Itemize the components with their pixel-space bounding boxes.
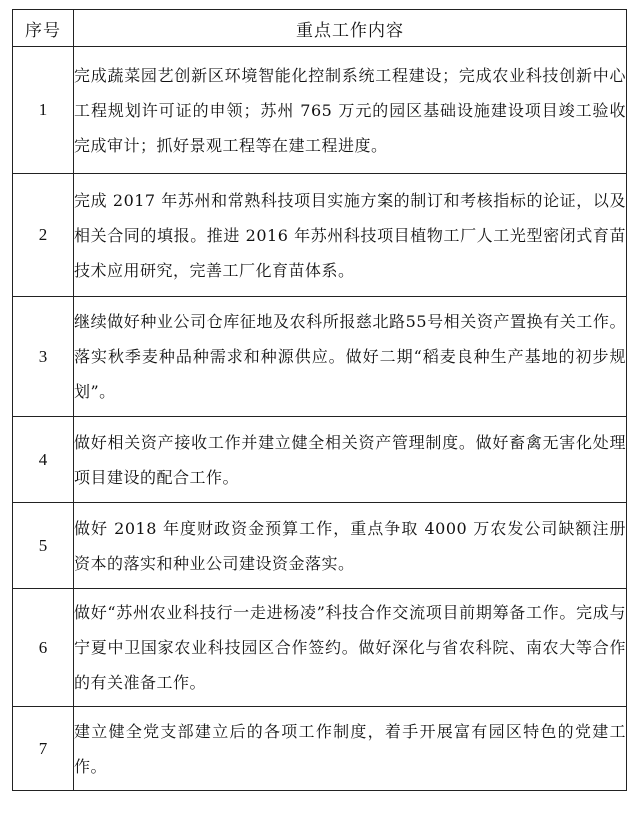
row-index: 5 (13, 503, 74, 589)
row-content: 做好 2018 年度财政资金预算工作，重点争取 4000 万农发公司缺额注册资本的落实和种业公司建设资金落实。 (74, 503, 627, 589)
table-row (13, 297, 627, 417)
row-content: 做好相关资产接收工作并建立健全相关资产管理制度。做好畜禽无害化处理项目建设的配合工作。 (74, 417, 627, 503)
table-row (13, 589, 627, 707)
header-index: 序号 (13, 10, 74, 47)
table-row (13, 417, 627, 503)
row-index: 2 (13, 174, 74, 297)
table-row (13, 174, 627, 297)
row-index: 1 (13, 47, 74, 174)
table-header-row (13, 10, 627, 47)
header-content: 重点工作内容 (74, 10, 627, 47)
row-content: 继续做好种业公司仓库征地及农科所报慈北路55号相关资产置换有关工作。落实秋季麦种品种需求和种源供应。做好二期“稻麦良种生产基地的初步规划”。 (74, 297, 627, 417)
document-page (12, 9, 626, 791)
row-index: 7 (13, 707, 74, 791)
row-index: 6 (13, 589, 74, 707)
row-content: 完成蔬菜园艺创新区环境智能化控制系统工程建设；完成农业科技创新中心工程规划许可证的申领；苏州 765 万元的园区基础设施建设项目竣工验收完成审计；抓好景观工程等在建工程进度。 (74, 47, 627, 174)
table-row (13, 47, 627, 174)
row-content: 完成 2017 年苏州和常熟科技项目实施方案的制订和考核指标的论证，以及相关合同的填报。推进 2016 年苏州科技项目植物工厂人工光型密闭式育苗技术应用研究，完善工厂化育苗体系。 (74, 174, 627, 297)
table-row (13, 503, 627, 589)
row-content: 做好“苏州农业科技行一走进杨凌”科技合作交流项目前期筹备工作。完成与宁夏中卫国家农业科技园区合作签约。做好深化与省农科院、南农大等合作的有关准备工作。 (74, 589, 627, 707)
row-index: 3 (13, 297, 74, 417)
row-index: 4 (13, 417, 74, 503)
table-row (13, 707, 627, 791)
work-content-table (12, 9, 627, 791)
row-content: 建立健全党支部建立后的各项工作制度，着手开展富有园区特色的党建工作。 (74, 707, 627, 791)
